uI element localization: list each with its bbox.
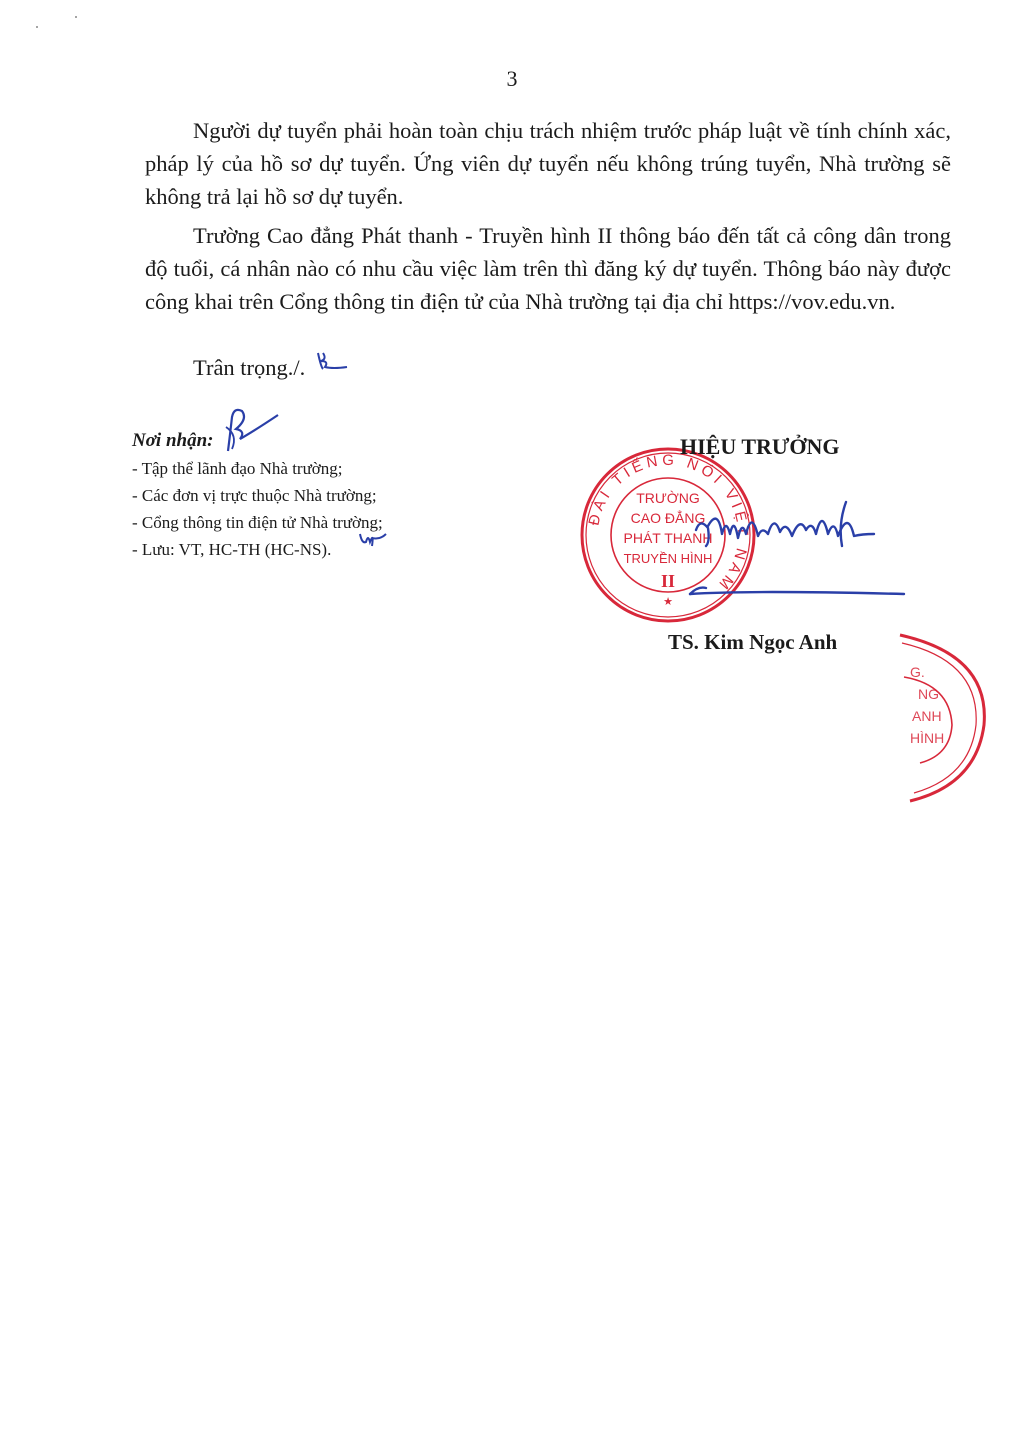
scan-mark [75, 16, 77, 18]
body-text [145, 114, 951, 324]
initials-mark-icon [358, 528, 388, 550]
seal-star-icon: ★ [663, 596, 673, 608]
seal-text: TRƯỜNG [636, 490, 700, 506]
list-item: - Tập thể lãnh đạo Nhà trường; [132, 459, 343, 478]
list-item: - Lưu: VT, HC-TH (HC-NS). [132, 540, 332, 559]
svg-text:HÌNH: HÌNH [910, 730, 945, 746]
seal-text: II [660, 571, 676, 591]
scan-mark [36, 26, 38, 28]
recipients-title: Nơi nhận: [132, 430, 214, 451]
page-number: 3 [506, 66, 518, 91]
initials-mark-icon [220, 405, 280, 455]
seal-text: TRUYỀN HÌNH [623, 551, 713, 566]
list-item: - Các đơn vị trực thuộc Nhà trường; [132, 486, 377, 505]
svg-text:G.: G. [910, 664, 925, 680]
partial-seal-icon [880, 625, 990, 805]
paragraph: Trường Cao đẳng Phát thanh - Truyền hình II thông báo đến tất cả công dân trong độ tuổi, cá nhân nào có nhu cầu việc làm trên thì đăng ký dự tuyển. Thông báo này được công khai trên Cổng thông tin điện tử của Nhà trường tại địa chỉ https://vov.edu.vn. [145, 223, 951, 314]
recipients-list [132, 455, 383, 563]
seal-text: CAO ĐẲNG [630, 510, 706, 526]
svg-text:ANH: ANH [912, 708, 942, 724]
recipients-block [132, 427, 383, 563]
list-item: - Cổng thông tin điện tử Nhà trường; [132, 513, 383, 532]
seal-text: PHÁT THANH [623, 530, 713, 546]
signer-name: TS. Kim Ngọc Anh [668, 630, 838, 654]
paragraph: Người dự tuyển phải hoàn toàn chịu trách nhiệm trước pháp luật về tính chính xác, pháp lý của hồ sơ dự tuyển. Ứng viên dự tuyển nếu không trúng tuyển, Nhà trường sẽ không trả lại hồ sơ dự tuyển. [145, 118, 951, 209]
closing-text: Trân trọng./. [193, 355, 306, 380]
closing-phrase [193, 355, 305, 381]
svg-text:NG: NG [918, 686, 939, 702]
seal-ring-text: ĐÀI TIẾNG NÓI VIỆT NAM [585, 451, 752, 596]
initials-mark-icon [315, 349, 349, 373]
signature-icon [688, 490, 910, 602]
signer-title: HIỆU TRƯỞNG [680, 434, 840, 459]
